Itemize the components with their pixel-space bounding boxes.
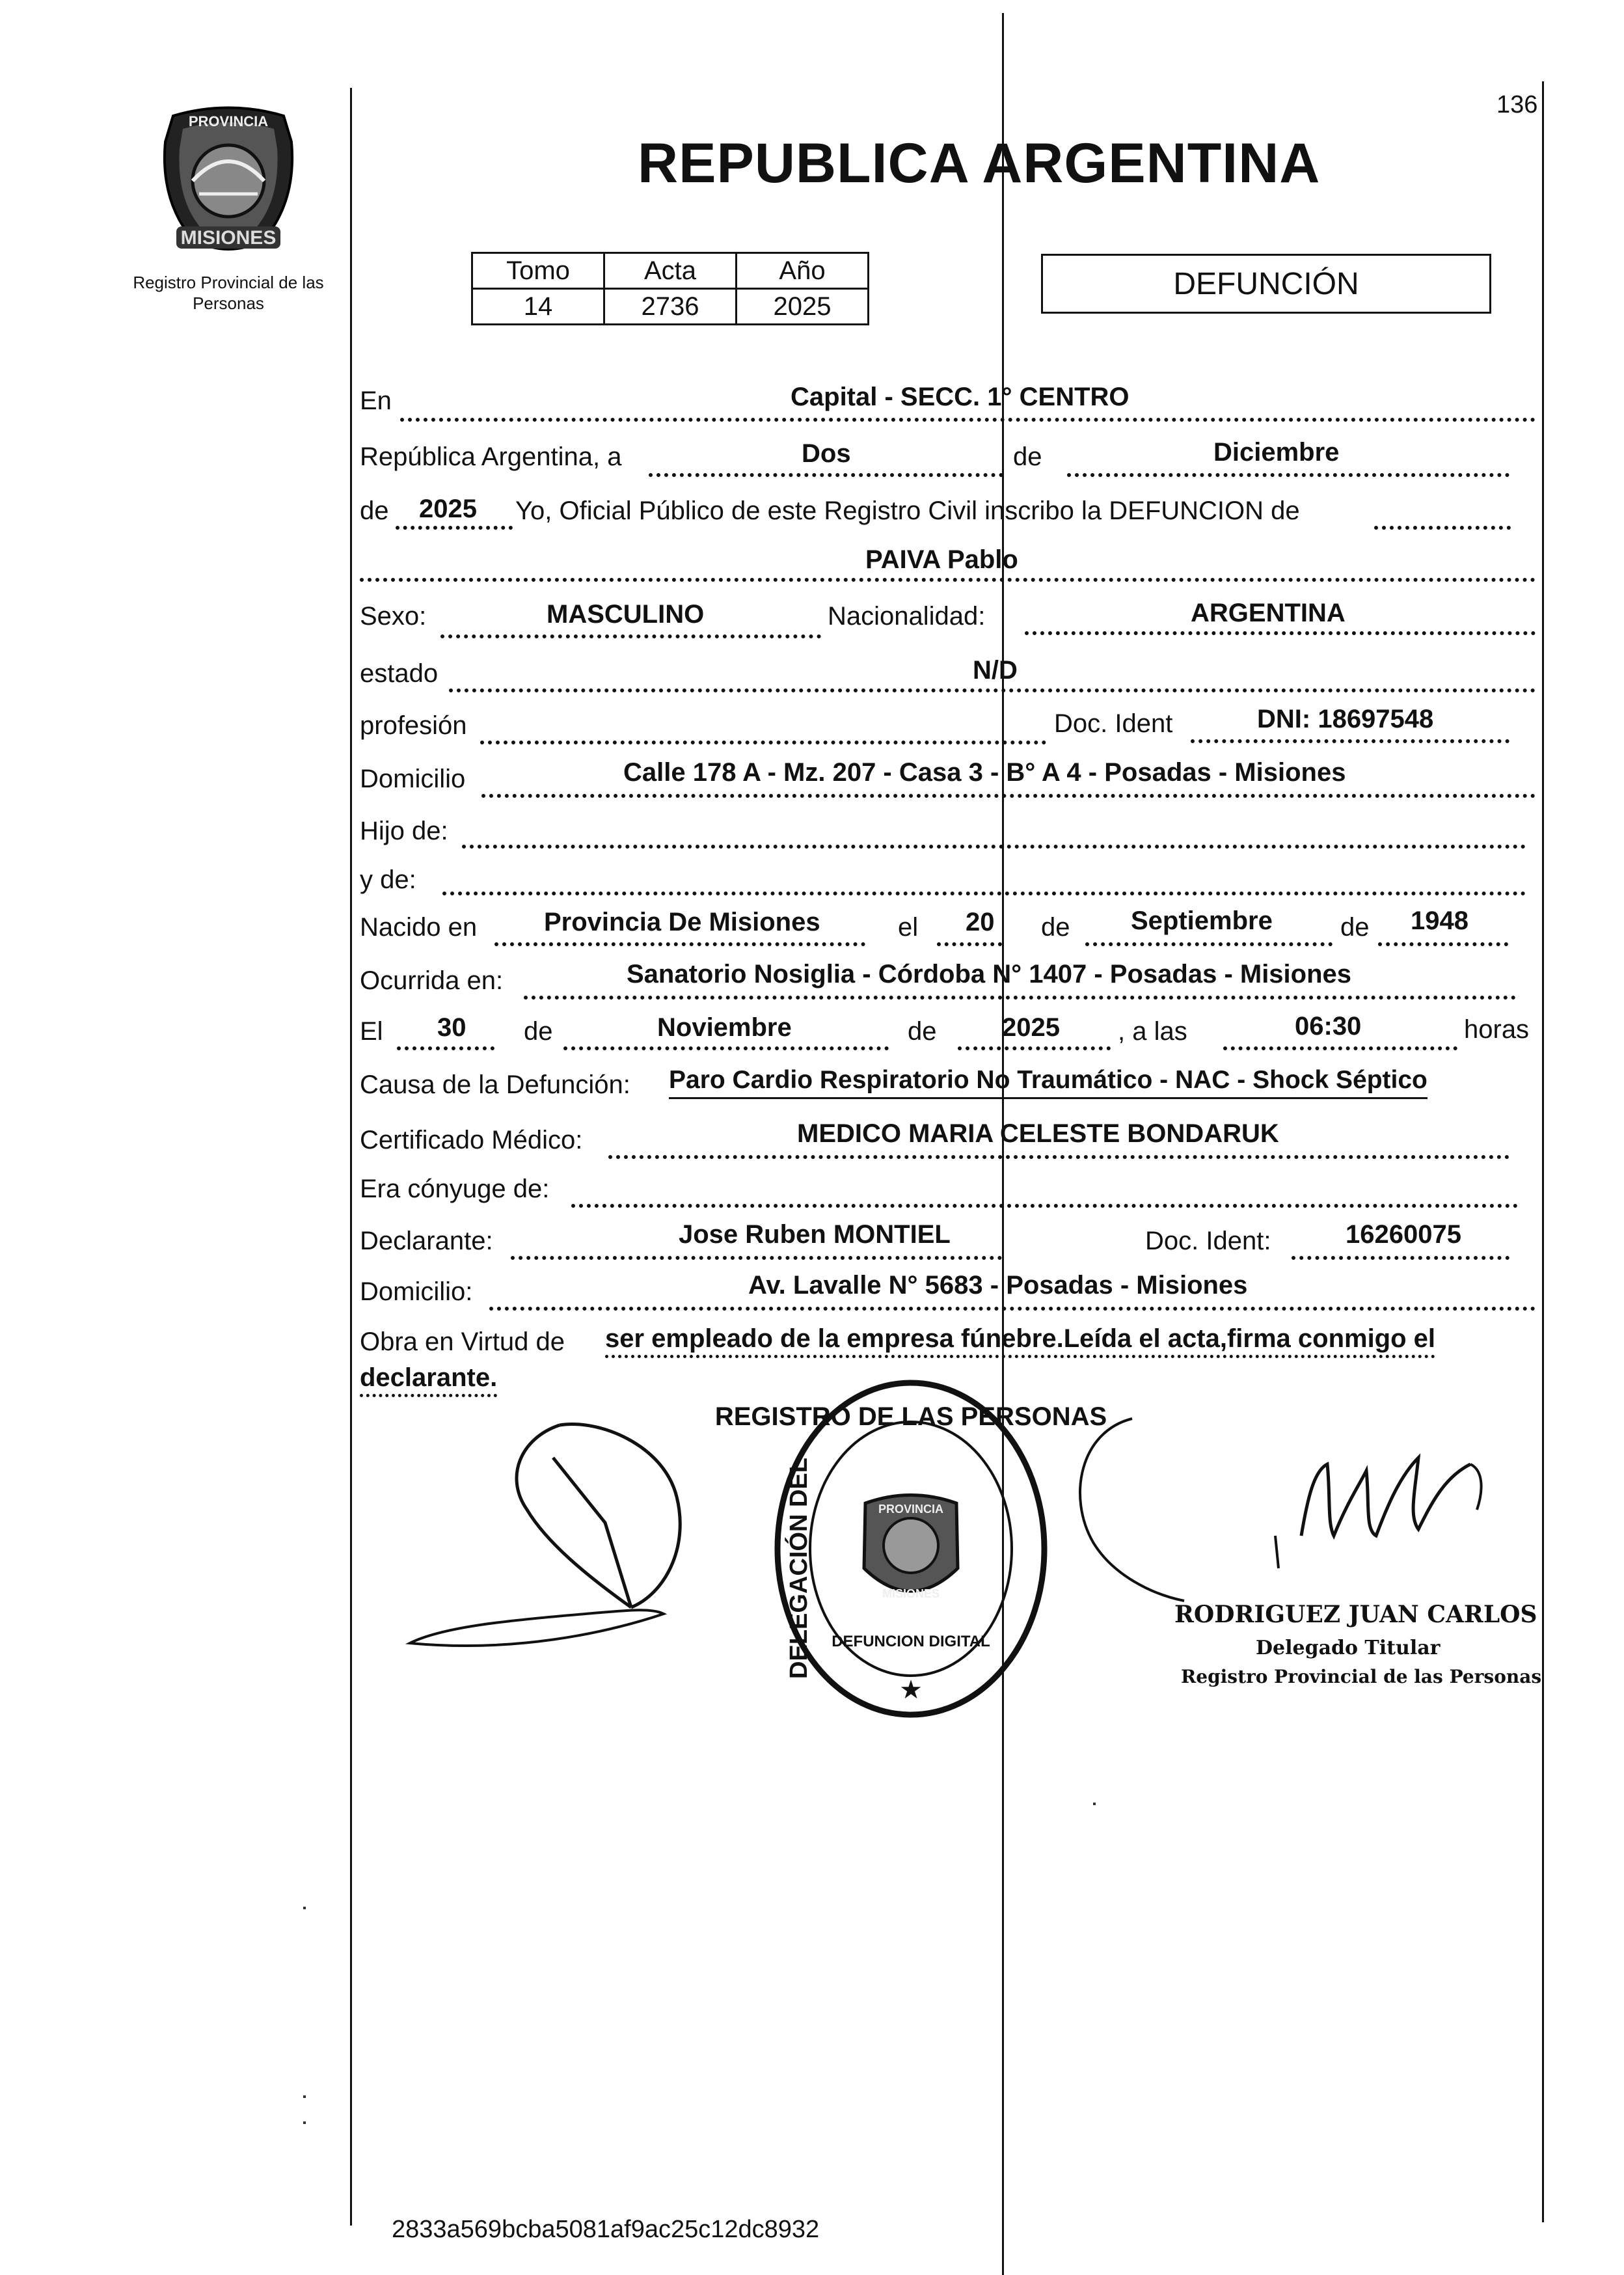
dotted-line (1067, 473, 1509, 477)
dotted-line (481, 794, 1536, 798)
left-margin-line (350, 88, 352, 2226)
logo-bottom-text: MISIONES (180, 227, 277, 249)
dotted-line (494, 942, 865, 946)
horas-label: horas (1464, 1015, 1530, 1044)
dotted-line (1378, 942, 1508, 946)
declarante-label: Declarante: (360, 1227, 493, 1255)
dotted-line (1374, 526, 1511, 530)
dotted-line (524, 996, 1516, 1000)
conyuge-label: Era cónyuge de: (360, 1175, 550, 1203)
nacido-value: Provincia De Misiones (544, 908, 820, 936)
declarant-signature (390, 1419, 729, 1679)
registry-name: Registro Provincial de las Personas (133, 273, 324, 313)
decl-doc-value: 16260075 (1346, 1220, 1461, 1249)
el-label: el (898, 913, 919, 942)
estado-label: estado (360, 659, 439, 688)
dotted-line (449, 688, 1536, 692)
dotted-line (400, 418, 1536, 422)
stamp-star-icon: ★ (899, 1675, 923, 1705)
def-de-label: de (524, 1017, 553, 1046)
stamp-left-text: DELEGACIÓN DEL (785, 1458, 813, 1679)
dotted-line (1085, 942, 1333, 946)
rep-label: República Argentina, a (360, 443, 622, 471)
table-header: Año (737, 253, 869, 289)
dotted-line (511, 1256, 1002, 1260)
decl-dom-label: Domicilio: (360, 1277, 473, 1306)
dotted-line (462, 845, 1526, 849)
dotted-line (480, 741, 1046, 744)
birth-month: Septiembre (1131, 906, 1273, 935)
doc-value: DNI: 18697548 (1257, 705, 1434, 733)
dotted-line (1025, 631, 1536, 635)
ocurrida-label: Ocurrida en: (360, 966, 504, 995)
obra-value-line2: declarante. (360, 1363, 497, 1397)
de-label: de (1013, 443, 1042, 471)
cert-value: MEDICO MARIA CELESTE BONDARUK (797, 1119, 1279, 1148)
official-role: Delegado Titular (1256, 1637, 1441, 1659)
doc-label: Doc. Ident (1054, 709, 1173, 738)
stamp-top-text: REGISTRO DE LAS PERSONAS (714, 1402, 1107, 1431)
table-cell: 2025 (737, 289, 869, 325)
death-reg-month: Diciembre (1213, 438, 1340, 467)
table-cell: 2736 (604, 289, 737, 325)
record-table (471, 252, 869, 325)
table-header: Acta (604, 253, 737, 289)
table-cell: 14 (472, 289, 604, 325)
yo-text: Yo, Oficial Público de este Registro Civil inscribo la DEFUNCION de (515, 497, 1300, 525)
dotted-line (571, 1204, 1518, 1208)
table-header: Tomo (472, 253, 604, 289)
domicilio-value: Calle 178 A - Mz. 207 - Casa 3 - B° A 4 - Posadas - Misiones (623, 758, 1346, 787)
dotted-line (1223, 1046, 1457, 1050)
de2-label: de (360, 497, 389, 525)
dotted-line (958, 1046, 1111, 1050)
en-label: En (360, 387, 392, 415)
nac-de2-label: de (1340, 913, 1370, 942)
death-hour: 06:30 (1295, 1012, 1362, 1041)
def-de2-label: de (908, 1017, 937, 1046)
logo-arc-text: PROVINCIA (188, 113, 269, 129)
decl-doc-label: Doc. Ident: (1145, 1227, 1271, 1255)
dotted-line (608, 1155, 1509, 1159)
en-value: Capital - SECC. 1° CENTRO (791, 383, 1130, 411)
estado-value: N/D (973, 656, 1018, 685)
dotted-line (937, 942, 1002, 946)
cert-label: Certificado Médico: (360, 1126, 583, 1154)
dotted-line (397, 1046, 494, 1050)
deceased-name: PAIVA Pablo (865, 545, 1018, 574)
dotted-line (442, 892, 1526, 895)
domicilio-label: Domicilio (360, 765, 466, 793)
right-margin-line (1542, 81, 1544, 2222)
nacionalidad-label: Nacionalidad: (828, 602, 986, 631)
el2-label: El (360, 1017, 383, 1046)
nacionalidad-value: ARGENTINA (1191, 599, 1346, 627)
dotted-line (1292, 1256, 1509, 1260)
sexo-value: MASCULINO (547, 600, 705, 629)
obra-value-line1: ser empleado de la empresa fúnebre.Leída el acta,firma conmigo el (605, 1324, 1435, 1358)
death-reg-day: Dos (802, 439, 851, 468)
birth-year: 1948 (1411, 906, 1468, 935)
dotted-line (649, 473, 1003, 477)
birth-day: 20 (966, 908, 995, 936)
page-title: REPUBLICA ARGENTINA (638, 132, 1321, 195)
profesion-label: profesión (360, 711, 467, 740)
dotted-line (396, 526, 513, 530)
ocurrida-value: Sanatorio Nosiglia - Córdoba N° 1407 - Posadas - Misiones (627, 960, 1352, 988)
declarante-value: Jose Ruben MONTIEL (679, 1220, 951, 1249)
causa-value: Paro Cardio Respiratorio No Traumático - NAC - Shock Séptico (669, 1066, 1428, 1099)
death-day: 30 (437, 1013, 467, 1042)
stamp-center-top: PROVINCIA (878, 1503, 944, 1516)
record-type-box (1041, 254, 1491, 314)
death-year: 2025 (1002, 1013, 1060, 1042)
dotted-line (563, 1046, 889, 1050)
dotted-line (360, 578, 1536, 582)
official-stamp (714, 1373, 1107, 1737)
official-office: Registro Provincial de las Personas (1181, 1666, 1542, 1687)
stamp-inner-text: DEFUNCION DIGITAL (832, 1633, 990, 1650)
dotted-line (489, 1307, 1536, 1311)
stamp-center-bottom: MISIONES (882, 1587, 940, 1600)
decl-dom-value: Av. Lavalle N° 5683 - Posadas - Misiones (748, 1271, 1248, 1300)
dotted-line (440, 634, 821, 638)
scan-speck (303, 1907, 306, 1909)
obra-label: Obra en Virtud de (360, 1328, 565, 1356)
scan-speck (303, 2121, 306, 2124)
alas-label: , a las (1118, 1017, 1187, 1046)
dotted-line (1191, 739, 1509, 743)
hijo-label: Hijo de: (360, 817, 448, 845)
scan-speck (1093, 1803, 1096, 1805)
death-reg-year: 2025 (419, 495, 477, 523)
scan-speck (303, 2095, 306, 2098)
record-type: DEFUNCIÓN (1173, 266, 1359, 301)
official-name: RODRIGUEZ JUAN CARLOS (1174, 1601, 1537, 1628)
death-month: Noviembre (657, 1013, 792, 1042)
yde-label: y de: (360, 865, 416, 894)
misiones-emblem-icon (154, 103, 303, 259)
document-hash: 2833a569bcba5081af9ac25c12dc8932 (392, 2216, 820, 2243)
nacido-label: Nacido en (360, 913, 478, 942)
sexo-label: Sexo: (360, 602, 427, 631)
causa-label: Causa de la Defunción: (360, 1070, 630, 1099)
registry-logo (154, 103, 303, 259)
nac-de-label: de (1041, 913, 1070, 942)
page-number: 136 (1496, 91, 1538, 118)
